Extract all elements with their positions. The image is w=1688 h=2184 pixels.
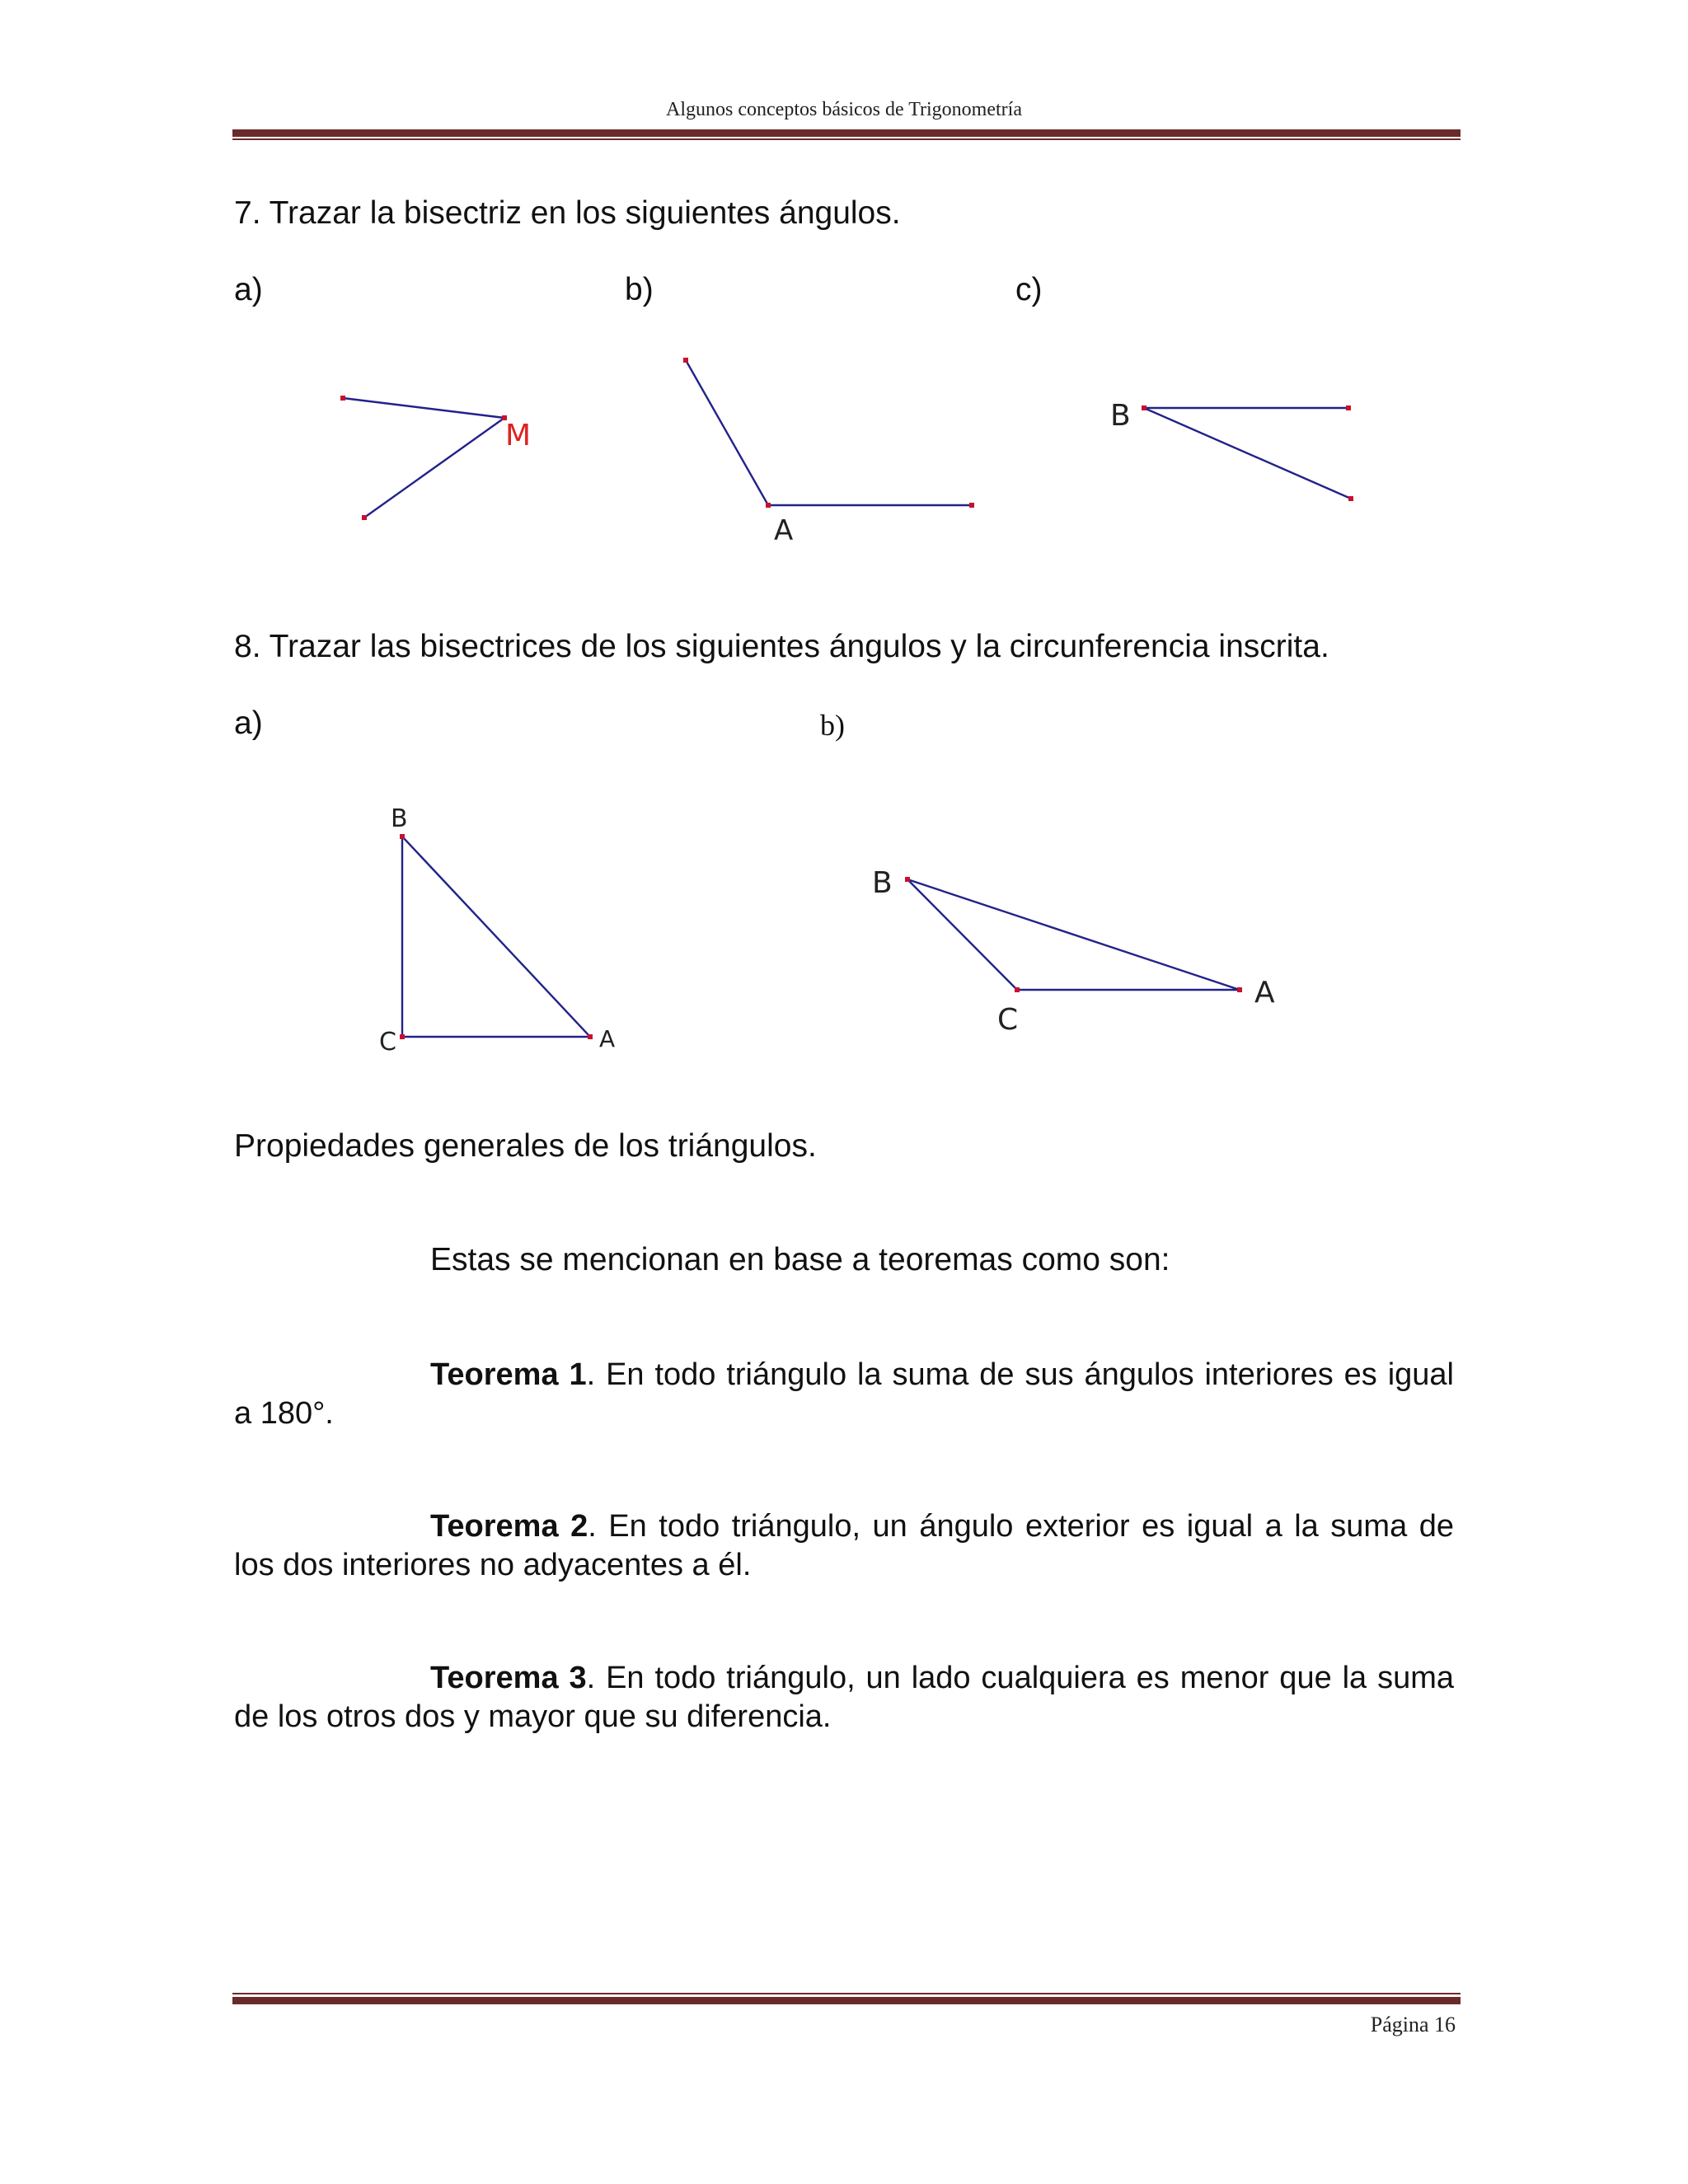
vertex-7c — [1142, 405, 1146, 410]
figure-8a — [379, 804, 615, 1057]
footer-rule — [232, 1997, 1461, 2004]
vertex-8a-c — [400, 1034, 405, 1039]
q8-label-b: b) — [820, 709, 845, 742]
point-7a-1 — [340, 396, 345, 401]
q8-label-a: a) — [234, 705, 263, 741]
q7-label-b: b) — [625, 272, 654, 307]
theorem-3-head: Teorema 3 — [430, 1661, 587, 1695]
theorem-3 — [234, 1659, 1454, 1736]
triangle-8a — [402, 837, 590, 1037]
figure-8b — [872, 866, 1275, 1037]
triangle-8b — [907, 879, 1240, 990]
ray-7b-1 — [686, 360, 768, 505]
label-8b-c: C — [997, 1003, 1019, 1037]
vertex-8b-a — [1237, 987, 1242, 992]
vertex-label-a: A — [774, 514, 794, 547]
point-7c-2 — [1348, 496, 1353, 501]
figure-7b — [683, 358, 974, 547]
figure-7a — [340, 396, 531, 520]
page-number: Página 16 — [1370, 2013, 1456, 2036]
label-8b-b: B — [872, 866, 893, 900]
vertex-8a-a — [588, 1034, 593, 1039]
theorem-2-body: . En todo triángulo, un ángulo exterior es igual a la suma de los dos interiores no adyacentes a él. — [234, 1509, 1454, 1582]
point-7b-2 — [969, 503, 974, 508]
ray-7a-2 — [364, 418, 504, 518]
q7-label-c: c) — [1015, 272, 1043, 307]
section-intro: Estas se mencionan en base a teoremas como son: — [430, 1242, 1170, 1277]
question-8: 8. Trazar las bisectrices de los siguientes ángulos y la circunferencia inscrita. — [234, 629, 1329, 664]
ray-7a-1 — [343, 398, 504, 418]
theorem-1 — [234, 1356, 1454, 1433]
question-7: 7. Trazar la bisectriz en los siguientes ángulos. — [234, 195, 901, 231]
q7-label-a: a) — [234, 272, 263, 307]
label-8b-a: A — [1254, 976, 1275, 1010]
point-7b-1 — [683, 358, 688, 363]
ray-7c-2 — [1144, 408, 1351, 499]
vertex-8b-c — [1015, 987, 1020, 992]
section-title: Propiedades generales de los triángulos. — [234, 1128, 817, 1164]
theorem-2-head: Teorema 2 — [430, 1509, 588, 1544]
point-7a-2 — [362, 515, 367, 520]
footer-rule-thin — [232, 1993, 1461, 1994]
vertex-7b — [766, 503, 771, 508]
vertex-label-m: M — [505, 419, 532, 452]
point-7c-1 — [1346, 405, 1351, 410]
label-8a-a: A — [599, 1025, 616, 1052]
header-title: Algunos conceptos básicos de Trigonometría — [666, 99, 1022, 120]
theorem-1-head: Teorema 1 — [430, 1357, 587, 1392]
vertex-8a-b — [400, 834, 405, 839]
vertex-label-b: B — [1110, 399, 1131, 433]
label-8a-b: B — [391, 804, 408, 833]
label-8a-c: C — [379, 1028, 396, 1057]
theorem-3-body: . En todo triángulo, un lado cualquiera es menor que la suma de los otros dos y mayor que su diferencia. — [234, 1661, 1454, 1734]
theorem-2 — [234, 1507, 1454, 1585]
figure-7c — [1110, 399, 1353, 501]
vertex-8b-b — [905, 877, 910, 882]
theorem-1-body: . En todo triángulo la suma de sus ángulos interiores es igual a 180°. — [234, 1357, 1454, 1431]
